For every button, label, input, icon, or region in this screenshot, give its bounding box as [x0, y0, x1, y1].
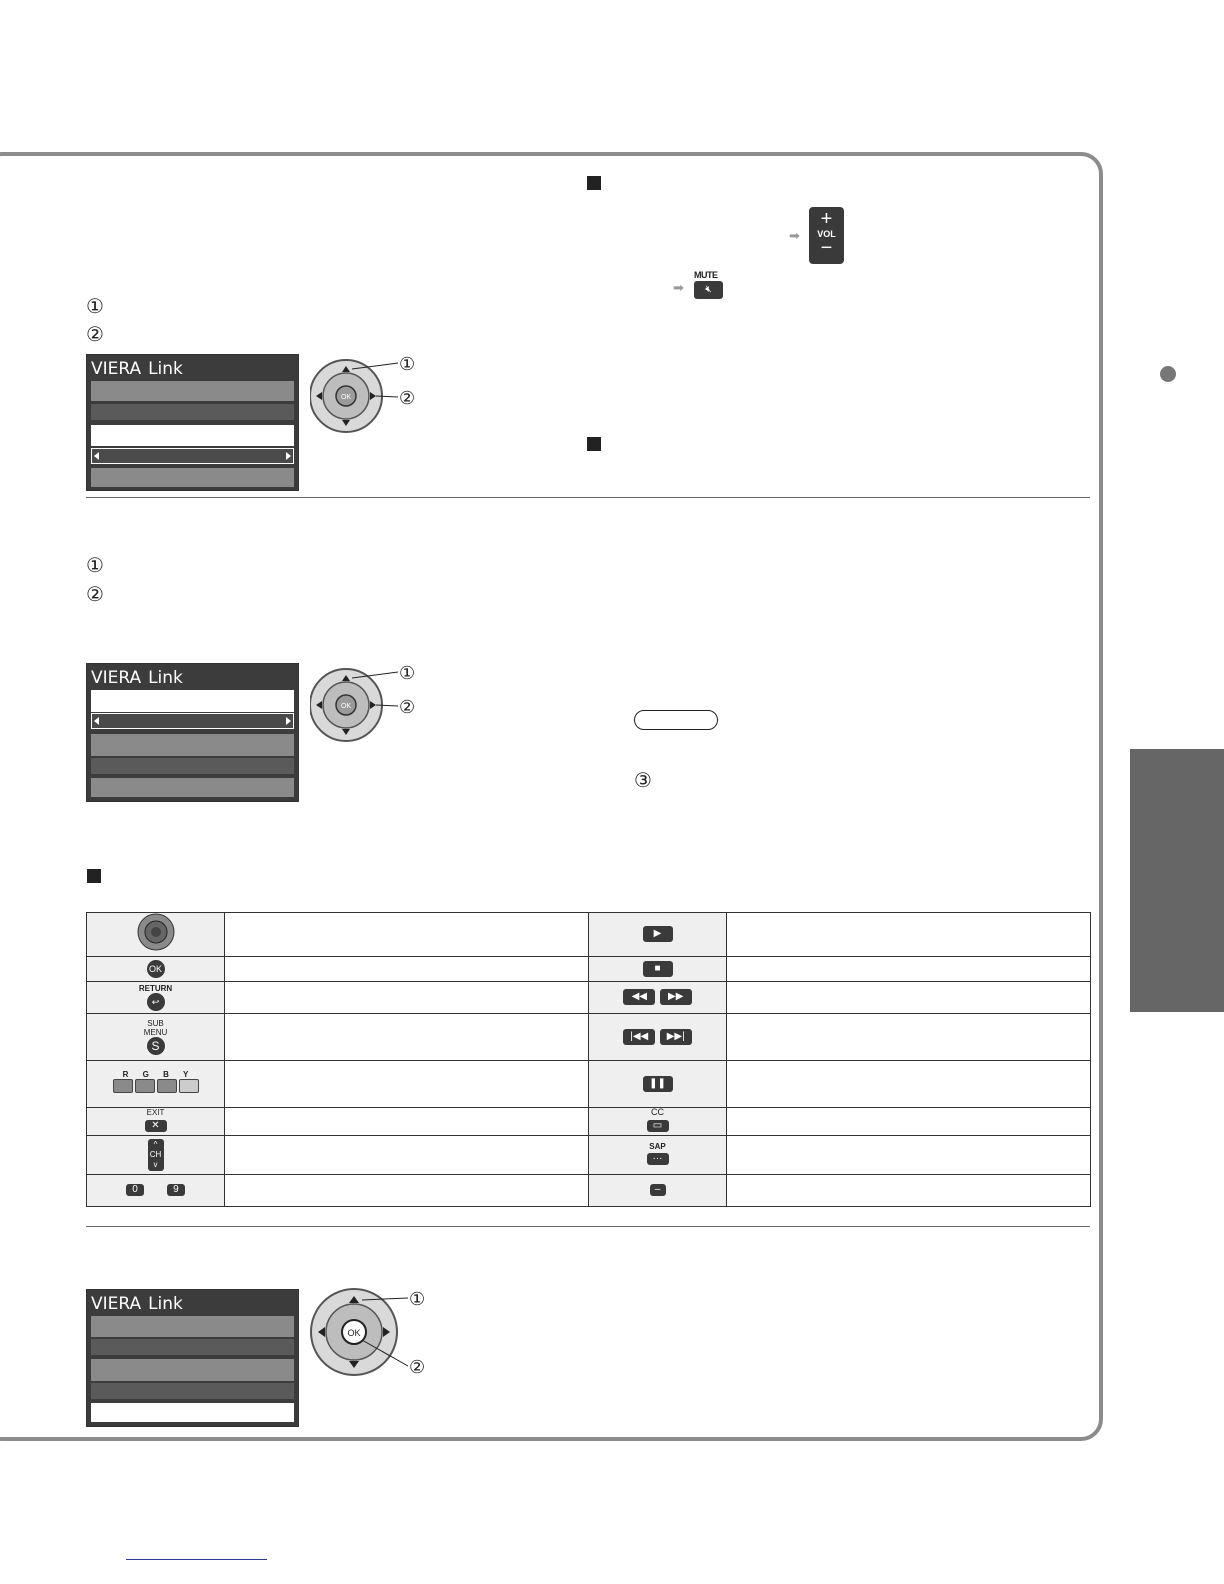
table-row	[87, 957, 1091, 982]
mute-button[interactable]	[694, 281, 723, 299]
mute-label: MUTE	[694, 270, 718, 280]
table-row	[87, 1108, 1091, 1136]
play-icon: ▶	[589, 913, 727, 957]
menu-selector-row[interactable]	[91, 713, 294, 729]
menu-row-highlighted[interactable]	[91, 425, 294, 446]
arrow-icon: ➡	[673, 280, 684, 295]
svg-text:OK: OK	[340, 394, 352, 401]
callout-1: ①	[409, 1289, 426, 1310]
sap-icon: SAP ···	[589, 1136, 727, 1175]
dash-icon: –	[589, 1175, 727, 1207]
volume-button[interactable]: + VOL −	[809, 207, 844, 264]
viera-link-menu-screen-3	[86, 1289, 299, 1427]
operations-table	[86, 912, 1091, 1207]
table-row	[87, 982, 1091, 1014]
divider	[86, 1226, 1090, 1227]
button-outline	[634, 710, 718, 730]
menu-row-highlighted[interactable]	[91, 690, 294, 712]
step-2-marker: ②	[86, 322, 104, 346]
section-bullet	[587, 437, 601, 451]
menu-row[interactable]	[91, 468, 294, 487]
menu-row[interactable]	[91, 758, 294, 774]
submenu-icon: SUB MENU S	[87, 1014, 225, 1061]
footer-link-underline[interactable]	[126, 1559, 267, 1560]
step-3-marker: ③	[634, 768, 652, 792]
callout-2: ②	[399, 388, 416, 409]
side-dot	[1160, 366, 1176, 382]
viera-link-logo: VIERA Link	[91, 359, 183, 379]
exit-icon: EXIT ✕	[87, 1108, 225, 1136]
svg-text:OK: OK	[347, 1328, 361, 1338]
table-row	[87, 1061, 1091, 1108]
menu-row[interactable]	[91, 1339, 294, 1355]
stop-icon: ■	[589, 957, 727, 982]
menu-row[interactable]	[91, 1359, 294, 1381]
numbers-icon: 0 9	[87, 1175, 225, 1207]
step-1-marker: ①	[86, 553, 104, 577]
return-icon: RETURN ↩	[87, 982, 225, 1014]
dpad-icon	[87, 913, 225, 957]
viera-link-menu-screen-1	[86, 354, 299, 491]
menu-row[interactable]	[91, 1383, 294, 1399]
viera-link-logo: VIERA Link	[91, 1294, 183, 1314]
menu-row[interactable]	[91, 404, 294, 420]
cc-icon: CC ▭	[589, 1108, 727, 1136]
section-bullet	[587, 176, 601, 190]
viera-link-logo: VIERA Link	[91, 668, 183, 688]
viera-link-menu-screen-2	[86, 663, 299, 802]
callout-2: ②	[399, 697, 416, 718]
ok-button-icon: OK	[87, 957, 225, 982]
divider	[86, 497, 1090, 498]
section-bullet	[87, 869, 101, 883]
table-row	[87, 1014, 1091, 1061]
step-2-marker: ②	[86, 582, 104, 606]
menu-selector-row[interactable]	[91, 448, 294, 464]
menu-row[interactable]	[91, 778, 294, 797]
table-row	[87, 1136, 1091, 1175]
arrow-icon: ➡	[789, 228, 800, 243]
channel-icon: ^ CH v	[87, 1136, 225, 1175]
callout-2: ②	[409, 1357, 426, 1378]
table-row	[87, 1175, 1091, 1207]
menu-row[interactable]	[91, 734, 294, 756]
menu-row[interactable]	[91, 381, 294, 401]
callout-1: ①	[399, 354, 416, 375]
svg-text:OK: OK	[340, 703, 352, 710]
callout-1: ①	[399, 663, 416, 684]
menu-row[interactable]	[91, 1316, 294, 1337]
skip-icon: |◀◀ ▶▶|	[589, 1014, 727, 1061]
table-row	[87, 913, 1091, 957]
pause-icon: ❚❚	[589, 1061, 727, 1108]
side-tab	[1130, 749, 1224, 1012]
rewind-fastforward-icon: ◀◀ ▶▶	[589, 982, 727, 1014]
color-buttons-icon: R G B Y	[87, 1061, 225, 1108]
menu-row-highlighted[interactable]	[91, 1403, 294, 1422]
step-1-marker: ①	[86, 294, 104, 318]
speaker-mute-icon: 🔇︎	[705, 284, 712, 295]
